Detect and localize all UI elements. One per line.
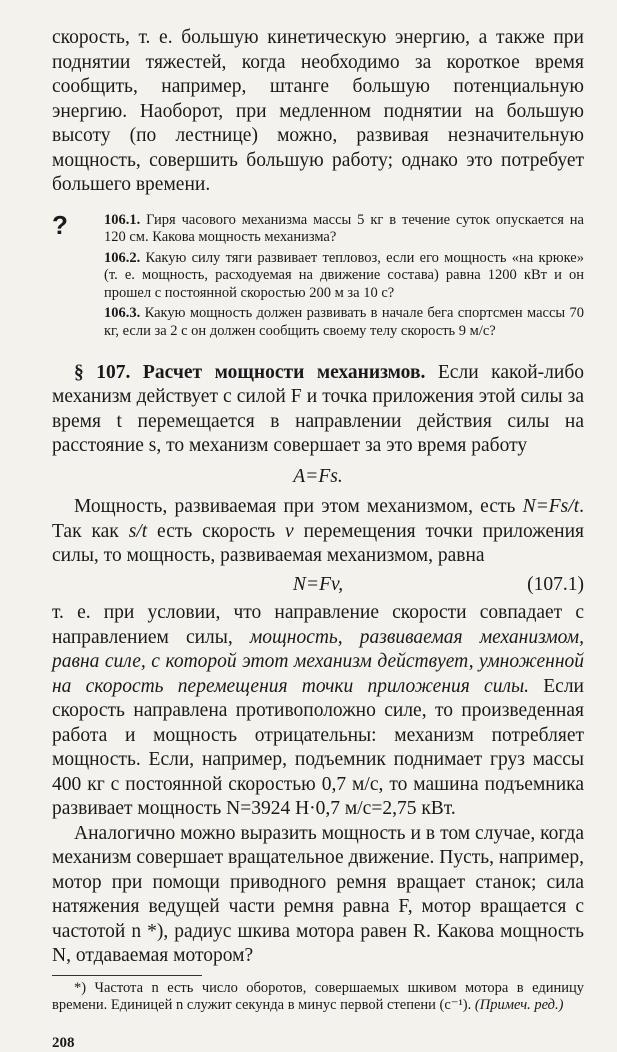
footnote — [52, 980, 584, 1015]
footnote-divider — [52, 975, 202, 976]
section-text: Если какой-либо механизм действует с силой F и точка приложения этой силы за время t перемещается в направлении действия силы на расстояние s, то механизм совершает за это время работу — [52, 361, 584, 457]
questions-block — [52, 209, 584, 341]
footnote-editor-note: (Примеч. ред.) — [474, 997, 564, 1014]
italic-definition: мощность, развиваемая механизмом, равна силе, с которой этот механизм действует, умноженной на скорость перемещения точки приложения силы. — [52, 626, 584, 697]
footnote-text: *) Частота n есть число оборотов, совершаемых шкивом мотора в единицу времени. Единицей n служит секунда в минус первой степени (с⁻¹). — [52, 979, 584, 1014]
question-mark-icon: ? — [52, 209, 68, 240]
section-heading: § 107. Расчет мощности механизмов. — [74, 361, 426, 383]
question-item — [104, 212, 584, 247]
paragraph-intro: скорость, т. е. большую кинетическую энергию, а также при поднятии тяжестей, когда необходимо за короткое время сообщить, например, штанге большую потенциальную энергию. Наоборот, при медленном поднятии на большую высоту (по лестнице) можно, развивая незначительную мощность, совершить большую работу; однако это потребует большего времени. — [52, 27, 584, 195]
question-number: 106.2. — [104, 249, 141, 266]
paragraph-condition — [52, 601, 584, 822]
formula-work: A=Fs. — [293, 465, 343, 487]
formula-expression: N=Fv, — [292, 573, 344, 595]
question-text: Гиря часового механизма массы 5 кг в течение суток опускается на 120 см. Какова мощность механизма? — [104, 211, 584, 246]
paragraph-rotation: Аналогично можно выразить мощность и в том случае, когда механизм совершает вращательное движение. Пусть, например, мотор при помощи приводного ремня вращает станок; сила натяжения ведущей части ремня равна F, мотор вращается с частотой n *), радиус шкива мотора равен R. Какова мощность N, отдаваемая мотором? — [52, 822, 584, 967]
question-text: Какую силу тяги развивает тепловоз, если его мощность «на крюке» (т. е. мощность, расходуемая на движение состава) равна 1200 кВт и он прошел с постоянной скоростью 200 м за 10 с? — [104, 249, 584, 301]
inline-equation: N=3924 Н·0,7 м/с=2,75 кВт. — [226, 798, 456, 820]
formula-number: (107.1) — [527, 573, 584, 595]
inline-formula: v — [285, 520, 294, 542]
text-run: т. е. при условии, что направление скорости совпадает с направлением силы, — [52, 602, 584, 648]
page-number: 208 — [52, 1034, 75, 1051]
question-number: 106.1. — [104, 211, 141, 228]
question-text: Какую мощность должен развивать в начале бега спортсмен массы 70 кг, если за 2 с он должен сообщить своему телу скорость 9 м/с? — [104, 305, 584, 340]
section-paragraph — [52, 361, 584, 459]
text-run: Мощность, развиваемая при этом механизмом, есть — [74, 496, 523, 518]
paragraph-power — [52, 495, 584, 569]
text-run: есть скорость — [147, 520, 286, 542]
question-item — [104, 250, 584, 303]
book-page — [52, 26, 584, 1052]
formula-power — [52, 573, 584, 598]
inline-formula: N=Fs/t — [522, 496, 580, 518]
text-run: перемещения точки приложения силы, то мощность, развиваемая механизмом, равна — [52, 520, 585, 567]
inline-formula: s/t — [128, 520, 148, 542]
question-number: 106.3. — [104, 305, 141, 322]
question-item — [104, 305, 584, 340]
text-run: Если скорость направлена противоположно силе, то произведенная работа и мощность отрицательны: механизм потребляет мощность. Если, например, подъемник поднимает груз массы 400 кг с постоянной скоростью 0,7 м/с, то машина подъемника развивает мощность — [52, 675, 584, 820]
text-run: . Так как — [52, 496, 584, 542]
